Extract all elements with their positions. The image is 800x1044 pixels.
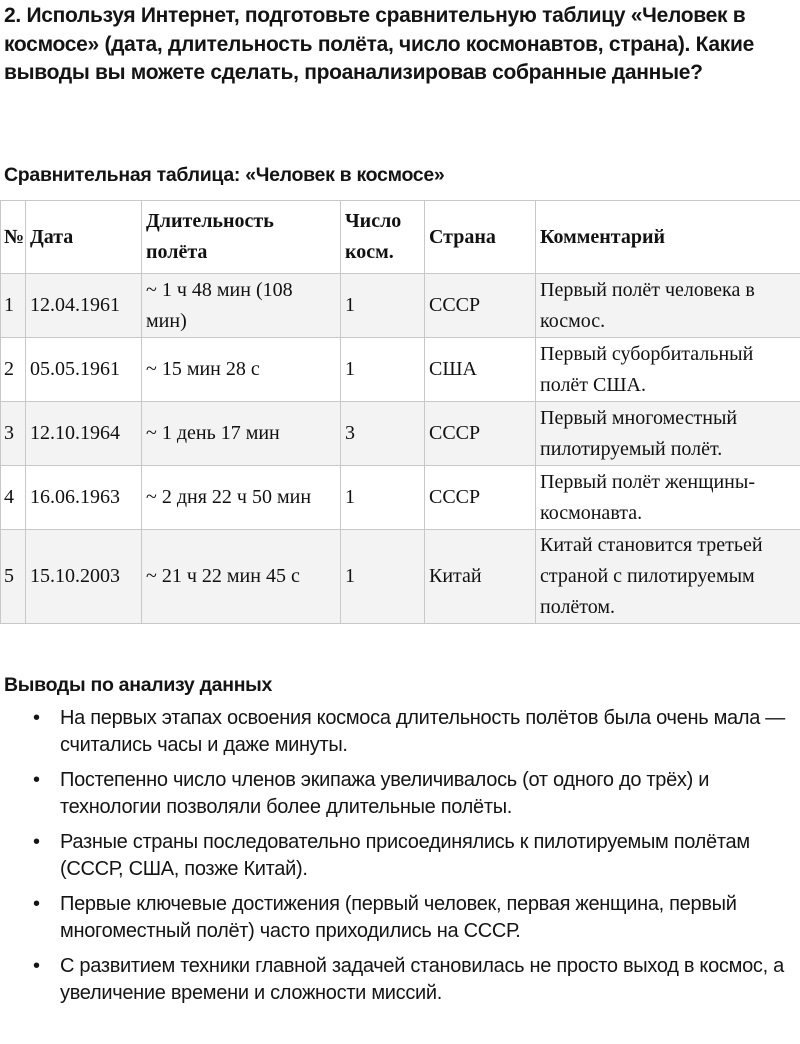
cell-comment: Первый суборбитальный полёт США. bbox=[536, 338, 800, 402]
cell-num: 1 bbox=[1, 274, 26, 338]
header-num: № bbox=[1, 201, 26, 274]
conclusion-text: Первые ключевые достижения (первый человек, первая женщина, первый многоместный полёт) часто приходились на СССР. bbox=[60, 893, 737, 942]
cell-comment: Первый многоместный пилотируемый полёт. bbox=[536, 402, 800, 466]
cell-country: Китай bbox=[425, 530, 536, 624]
cell-num: 5 bbox=[1, 530, 26, 624]
cell-duration: ~ 2 дня 22 ч 50 мин bbox=[142, 466, 341, 530]
list-item bbox=[0, 953, 800, 1006]
table-row bbox=[1, 530, 800, 624]
list-item bbox=[0, 705, 800, 758]
table-title: Сравнительная таблица: «Человек в космосе» bbox=[4, 164, 445, 186]
cell-country: СССР bbox=[425, 274, 536, 338]
comparison-table bbox=[0, 200, 800, 624]
cell-country: СССР bbox=[425, 402, 536, 466]
cell-num: 2 bbox=[1, 338, 26, 402]
cell-comment: Первый полёт человека в космос. bbox=[536, 274, 800, 338]
bullet-icon: • bbox=[33, 831, 40, 853]
bullet-icon: • bbox=[33, 955, 40, 977]
conclusions-list bbox=[0, 705, 800, 1015]
table-row bbox=[1, 274, 800, 338]
cell-num: 3 bbox=[1, 402, 26, 466]
question-text: 2. Используя Интернет, подготовьте сравнительную таблицу «Человек в космосе» (дата, длительность полёта, число космонавтов, страна). Какие выводы вы можете сделать, проанализировав собранные данные? bbox=[4, 4, 754, 84]
cell-crew: 1 bbox=[341, 338, 425, 402]
bullet-icon: • bbox=[33, 707, 40, 729]
cell-date: 12.10.1964 bbox=[26, 402, 142, 466]
conclusions-title: Выводы по анализу данных bbox=[4, 674, 273, 696]
cell-date: 15.10.2003 bbox=[26, 530, 142, 624]
cell-num: 4 bbox=[1, 466, 26, 530]
cell-comment: Китай становится третьей страной с пилотируемым полётом. bbox=[536, 530, 800, 624]
header-duration: Длительность полёта bbox=[142, 201, 341, 274]
cell-duration: ~ 21 ч 22 мин 45 с bbox=[142, 530, 341, 624]
conclusion-text: Разные страны последовательно присоединялись к пилотируемым полётам (СССР, США, позже Китай). bbox=[60, 831, 750, 880]
cell-duration: ~ 15 мин 28 с bbox=[142, 338, 341, 402]
cell-country: СССР bbox=[425, 466, 536, 530]
bullet-icon: • bbox=[33, 893, 40, 915]
cell-duration: ~ 1 ч 48 мин (108 мин) bbox=[142, 274, 341, 338]
conclusion-text: Постепенно число членов экипажа увеличивалось (от одного до трёх) и технологии позволяли более длительные полёты. bbox=[60, 769, 710, 818]
cell-crew: 1 bbox=[341, 466, 425, 530]
cell-duration: ~ 1 день 17 мин bbox=[142, 402, 341, 466]
cell-crew: 3 bbox=[341, 402, 425, 466]
header-comment: Комментарий bbox=[536, 201, 800, 274]
table-row bbox=[1, 402, 800, 466]
table-header-row bbox=[1, 201, 800, 274]
conclusion-text: С развитием техники главной задачей становилась не просто выход в космос, а увеличение времени и сложности миссий. bbox=[60, 955, 784, 1004]
table-row bbox=[1, 466, 800, 530]
table-row bbox=[1, 338, 800, 402]
cell-date: 16.06.1963 bbox=[26, 466, 142, 530]
bullet-icon: • bbox=[33, 769, 40, 791]
cell-comment: Первый полёт женщины-космонавта. bbox=[536, 466, 800, 530]
list-item bbox=[0, 767, 800, 820]
cell-country: США bbox=[425, 338, 536, 402]
list-item bbox=[0, 829, 800, 882]
list-item bbox=[0, 891, 800, 944]
header-country: Страна bbox=[425, 201, 536, 274]
cell-date: 12.04.1961 bbox=[26, 274, 142, 338]
conclusion-text: На первых этапах освоения космоса длительность полётов была очень мала — считались часы и даже минуты. bbox=[60, 707, 786, 756]
header-crew: Число косм. bbox=[341, 201, 425, 274]
cell-crew: 1 bbox=[341, 530, 425, 624]
cell-date: 05.05.1961 bbox=[26, 338, 142, 402]
cell-crew: 1 bbox=[341, 274, 425, 338]
header-date: Дата bbox=[26, 201, 142, 274]
